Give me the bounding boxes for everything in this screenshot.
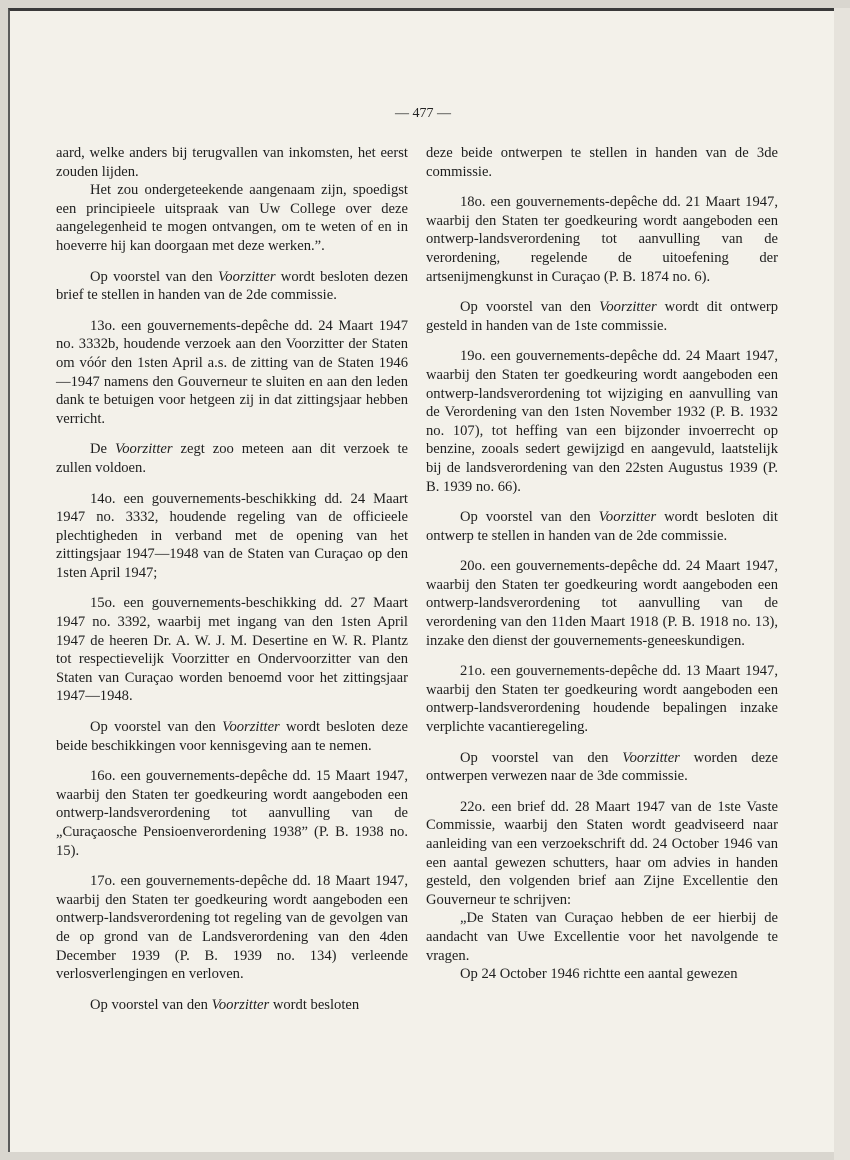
text-run: wordt besloten deze beide beschikkingen voor kennisgeving aan te nemen. — [56, 719, 409, 754]
paragraph: 16o. een gouvernements-depêche dd. 15 Maart 1947, waarbij den Staten ter goedkeuring wordt aangeboden een ontwerp-landsverordening tot aanvulling van de „Curaçaosche Pensioenverordening 1938” (P. B. 1938 no. 15). — [56, 768, 408, 859]
paragraph — [426, 749, 778, 786]
paragraph — [56, 996, 408, 1015]
paragraph: 22o. een brief dd. 28 Maart 1947 van de 1ste Vaste Commissie, waarbij den Staten wordt geadviseerd naar aanleiding van een verzoekschrift dd. 24 October 1946 van een aantal gewezen schutters, haar om advies in handen gesteld, den volgenden brief aan Zijne Excellentie den Gouverneur te schrijven: — [426, 798, 778, 908]
paragraph: aard, welke anders bij terugvallen van inkomsten, het eerst zouden lijden. — [56, 145, 408, 180]
paragraph: 13o. een gouvernements-depêche dd. 24 Maart 1947 no. 3332b, houdende verzoek aan den Voorzitter der Staten om vóór den 1sten April a.s. de zitting van de Staten 1946—1947 namens den Gouverneur te sluiten en aan den leden dank te betuigen voor hetgeen zij in dat zittingsjaar hebben verricht. — [56, 317, 408, 427]
emphasis: Voorzitter — [114, 441, 173, 458]
text-run: wordt dit ontwerp gesteld in handen van de 1ste commissie. — [426, 299, 778, 334]
paragraph: 14o. een gouvernements-beschikking dd. 24 Maart 1947 no. 3332, houdende regeling van de officieele plechtigheden in verband met de opening van het zittingsjaar 1947—1948 van de Staten van Curaçao op den 1sten April 1947; — [56, 490, 408, 581]
paragraph: deze beide ontwerpen te stellen in handen van de 3de commissie. — [426, 145, 778, 180]
document-page — [8, 8, 834, 1152]
paragraph: 17o. een gouvernements-depêche dd. 18 Maart 1947, waarbij den Staten ter goedkeuring wordt aangeboden een ontwerp-landsverordening tot regeling van de gevolgen van de op grond van de Landsverordening van den 4den December 1939 (P. B. 1939 no. 134) verleende verlosverlengingen en verloven. — [56, 873, 408, 983]
text-run: wordt besloten — [269, 996, 360, 1013]
paragraph: Het zou ondergeteekende aangenaam zijn, spoedigst een principieele uitspraak van Uw College over deze aangelegenheid te mogen ontvangen, om te weten of en in hoeverre hij kan doorgaan met deze werken.”. — [56, 182, 408, 254]
paragraph — [426, 298, 778, 335]
text-run: Op voorstel van den — [90, 719, 223, 736]
emphasis: Voorzitter — [211, 996, 270, 1013]
text-run: Op voorstel van den — [460, 299, 600, 316]
text-run: Op voorstel van den — [90, 268, 218, 285]
paragraph — [56, 440, 408, 477]
page-number: — 477 — — [395, 106, 451, 121]
text-run: De — [90, 441, 115, 458]
text-run: Op voorstel van den — [90, 996, 212, 1013]
emphasis: Voorzitter — [598, 509, 657, 526]
emphasis: Voorzitter — [622, 749, 680, 766]
paragraph: Op 24 October 1946 richtte een aantal gewezen — [460, 966, 738, 983]
text-run: wordt besloten dezen brief te stellen in handen van de 2de commissie. — [56, 268, 409, 304]
emphasis: Voorzitter — [217, 268, 276, 285]
right-column — [426, 144, 778, 984]
paragraph — [56, 268, 408, 305]
paragraph: 21o. een gouvernements-depêche dd. 13 Maart 1947, waarbij den Staten ter goedkeuring wordt aangeboden een ontwerp-landsverordening houdende bepalingen inzake verplichte vacantieregeling. — [426, 663, 778, 736]
scan-edge — [834, 8, 850, 1160]
text-run: worden deze ontwerpen verwezen naar de 3de commissie. — [426, 749, 778, 785]
paragraph: „De Staten van Curaçao hebben de eer hierbij de aandacht van Uwe Excellentie voor het navolgende te vragen. — [426, 910, 778, 964]
emphasis: Voorzitter — [222, 719, 280, 736]
paragraph: 15o. een gouvernements-beschikking dd. 27 Maart 1947 no. 3392, waarbij met ingang van den 1sten April 1947 de heeren Dr. A. W. J. M. Desertine en W. R. Plantz tot respectievelijk Voorzitter en Ondervoorzitter van den Staten van Curaçao worden benoemd voor het zittingsjaar 1947—1948. — [56, 595, 408, 705]
paragraph: 20o. een gouvernements-depêche dd. 24 Maart 1947, waarbij den Staten ter goedkeuring wordt aangeboden een ontwerp-landsverordening tot aanvulling van de verordening van den 11den Maart 1918 (P. B. 1918 no. 13), inzake den dienst der gouvernements-geneeskundigen. — [426, 558, 778, 649]
paragraph — [426, 508, 778, 545]
text-run: Op voorstel van den — [460, 749, 623, 766]
text-run: Op voorstel van den — [460, 509, 599, 526]
text-run: wordt besloten dit ontwerp te stellen in handen van de 2de commissie. — [426, 509, 778, 544]
left-column — [56, 144, 408, 1014]
paragraph — [56, 718, 408, 755]
paragraph: 19o. een gouvernements-depêche dd. 24 Maart 1947, waarbij den Staten ter goedkeuring wordt aangeboden een ontwerp-landsverordening tot wijziging en aanvulling van de Verordening van den 1sten November 1932 (P. B. 1932 no. 107), tot heffing van een bijzonder invoerrecht op benzine, zooals sedert gewijzigd en aangevuld, laatstelijk bij de landsverordening van den 22sten Augustus 1939 (P. B. 1939 no. 66). — [426, 348, 778, 495]
emphasis: Voorzitter — [599, 299, 657, 316]
paragraph: 18o. een gouvernements-depêche dd. 21 Maart 1947, waarbij den Staten ter goedkeuring wordt aangeboden een ontwerp-landsverordening tot aanvulling van de verordening, regelende de uitoefening der artsenijmengkunst in Curaçao (P. B. 1874 no. 6). — [426, 194, 778, 285]
text-run: zegt zoo meteen aan dit verzoek te zullen voldoen. — [56, 441, 408, 476]
